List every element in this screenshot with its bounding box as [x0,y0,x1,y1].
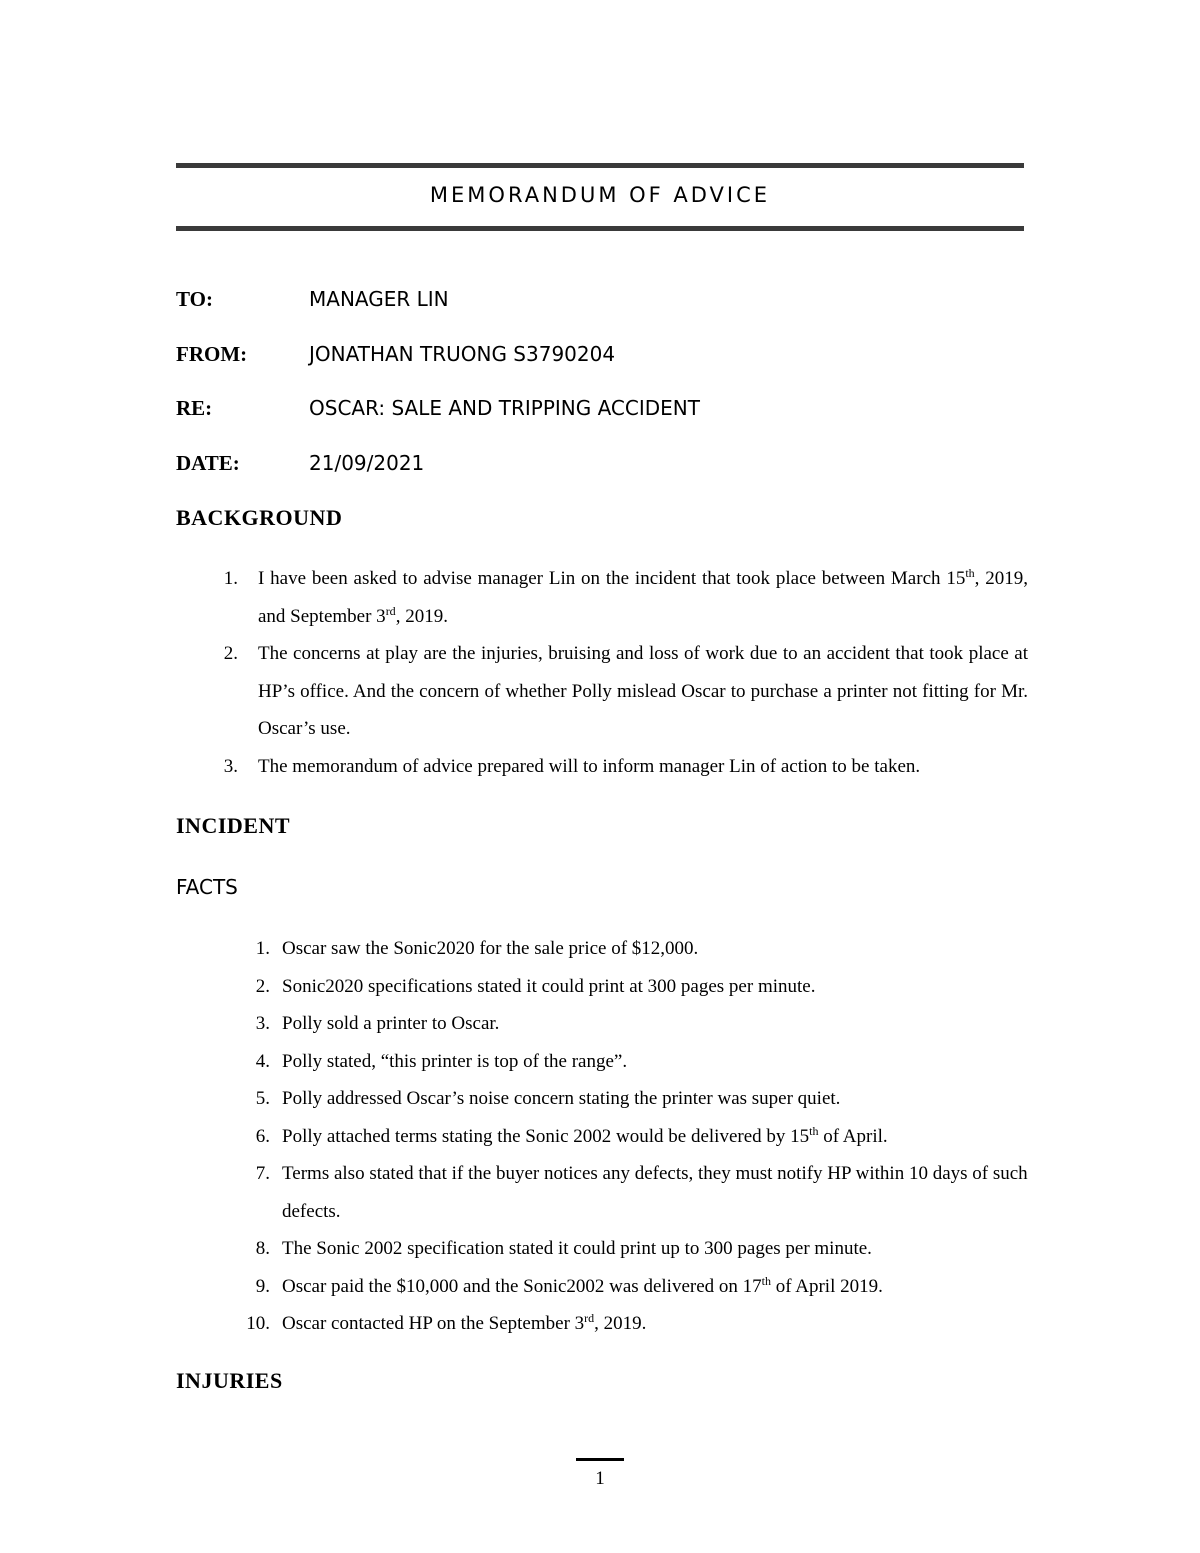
incident-heading: INCIDENT [176,813,291,838]
list-item [255,1005,1028,1043]
date-value: 21/09/2021 [309,451,425,475]
list-item [223,635,1028,748]
list-item-text [282,1043,1028,1081]
text-run: I have been asked to advise manager Lin on the incident that took place between March 15 [258,568,966,589]
text-run: Terms also stated that if the buyer notices any defects, they must notify HP within 10 days of such defects. [282,1163,1028,1222]
list-item-number: 2. [255,975,270,997]
ordinal-suffix: th [761,1273,771,1288]
list-item [255,1043,1028,1081]
ordinal-suffix: rd [385,603,396,618]
list-item [223,560,1028,635]
text-run: Sonic2020 specifications stated it could print at 300 pages per minute. [282,975,816,997]
list-item-text [282,1230,1028,1268]
list-item-text [282,1155,1028,1230]
list-item [255,1118,1028,1156]
list-item-text [258,748,1028,786]
list-item-text [258,560,1028,635]
list-item [223,748,1028,786]
to-label: TO: [176,287,213,311]
injuries-heading: INJURIES [176,1368,283,1393]
date-label: DATE: [176,451,240,475]
text-run: Polly addressed Oscar’s noise concern stating the printer was super quiet. [282,1088,841,1109]
page-number: 1 [595,1468,605,1489]
list-item-number: 9. [255,1275,270,1297]
list-item-number: 1. [223,568,238,589]
list-item-number: 1. [255,938,270,959]
list-item-number: 3. [255,1013,270,1034]
text-run: , 2019. [594,1313,647,1334]
background-list [223,560,1028,785]
list-item-number: 5. [255,1088,270,1109]
list-item-text [282,930,1028,968]
list-item [246,1305,1028,1343]
list-item-text [258,635,1028,748]
text-run: Oscar paid the $10,000 and the Sonic2002 was delivered on 17 [282,1275,762,1297]
list-item-number: 10. [246,1313,270,1334]
text-run: of April 2019. [770,1275,883,1297]
text-run: Oscar saw the Sonic2020 for the sale price of $12,000. [282,938,699,959]
list-item-number: 2. [223,643,238,664]
footer-rule [576,1458,624,1461]
text-run: , 2019, and September 3 [258,568,1028,627]
list-item [255,930,1028,968]
list-item [255,1080,1028,1118]
text-run: , 2019. [395,605,448,627]
list-item-text [282,1118,1028,1156]
re-label: RE: [176,396,213,420]
list-item-text [282,1305,1028,1343]
list-item-text [282,968,1028,1006]
list-item-text [282,1005,1028,1043]
text-run: Oscar contacted HP on the September 3 [282,1313,585,1334]
text-run: The memorandum of advice prepared will to inform manager Lin of action to be taken. [258,755,921,777]
facts-heading: FACTS [176,875,238,899]
ordinal-suffix: th [809,1123,819,1138]
list-item [255,1230,1028,1268]
text-run: The concerns at play are the injuries, bruising and loss of work due to an accident that took place at HP’s office. And the concern of whether Polly mislead Oscar to purchase a printer not fitting for Mr. Oscar’s use. [258,643,1028,739]
title-bottom-rule [176,226,1024,231]
list-item [255,1155,1028,1230]
re-value: OSCAR: SALE AND TRIPPING ACCIDENT [309,396,700,420]
text-run: The Sonic 2002 specification stated it could print up to 300 pages per minute. [282,1238,872,1259]
list-item [255,1268,1028,1306]
to-value: MANAGER LIN [309,287,449,311]
from-value: JONATHAN TRUONG S3790204 [309,342,616,366]
title-top-rule [176,163,1024,168]
list-item-number: 7. [255,1163,270,1184]
background-heading: BACKGROUND [176,505,343,530]
text-run: of April. [818,1125,888,1147]
from-label: FROM: [176,342,248,366]
list-item-number: 6. [255,1125,270,1147]
facts-list [246,930,1028,1343]
list-item-number: 8. [255,1238,270,1259]
list-item-text [282,1268,1028,1306]
list-item [255,968,1028,1006]
memo-title: MEMORANDUM OF ADVICE [429,183,771,207]
text-run: Polly attached terms stating the Sonic 2002 would be delivered by 15 [282,1125,810,1147]
list-item-number: 3. [223,755,238,777]
ordinal-suffix: rd [584,1311,595,1325]
text-run: Polly sold a printer to Oscar. [282,1013,500,1034]
list-item-number: 4. [255,1050,270,1072]
text-run: Polly stated, “this printer is top of the range”. [282,1050,628,1072]
list-item-text [282,1080,1028,1118]
ordinal-suffix: th [965,566,975,580]
